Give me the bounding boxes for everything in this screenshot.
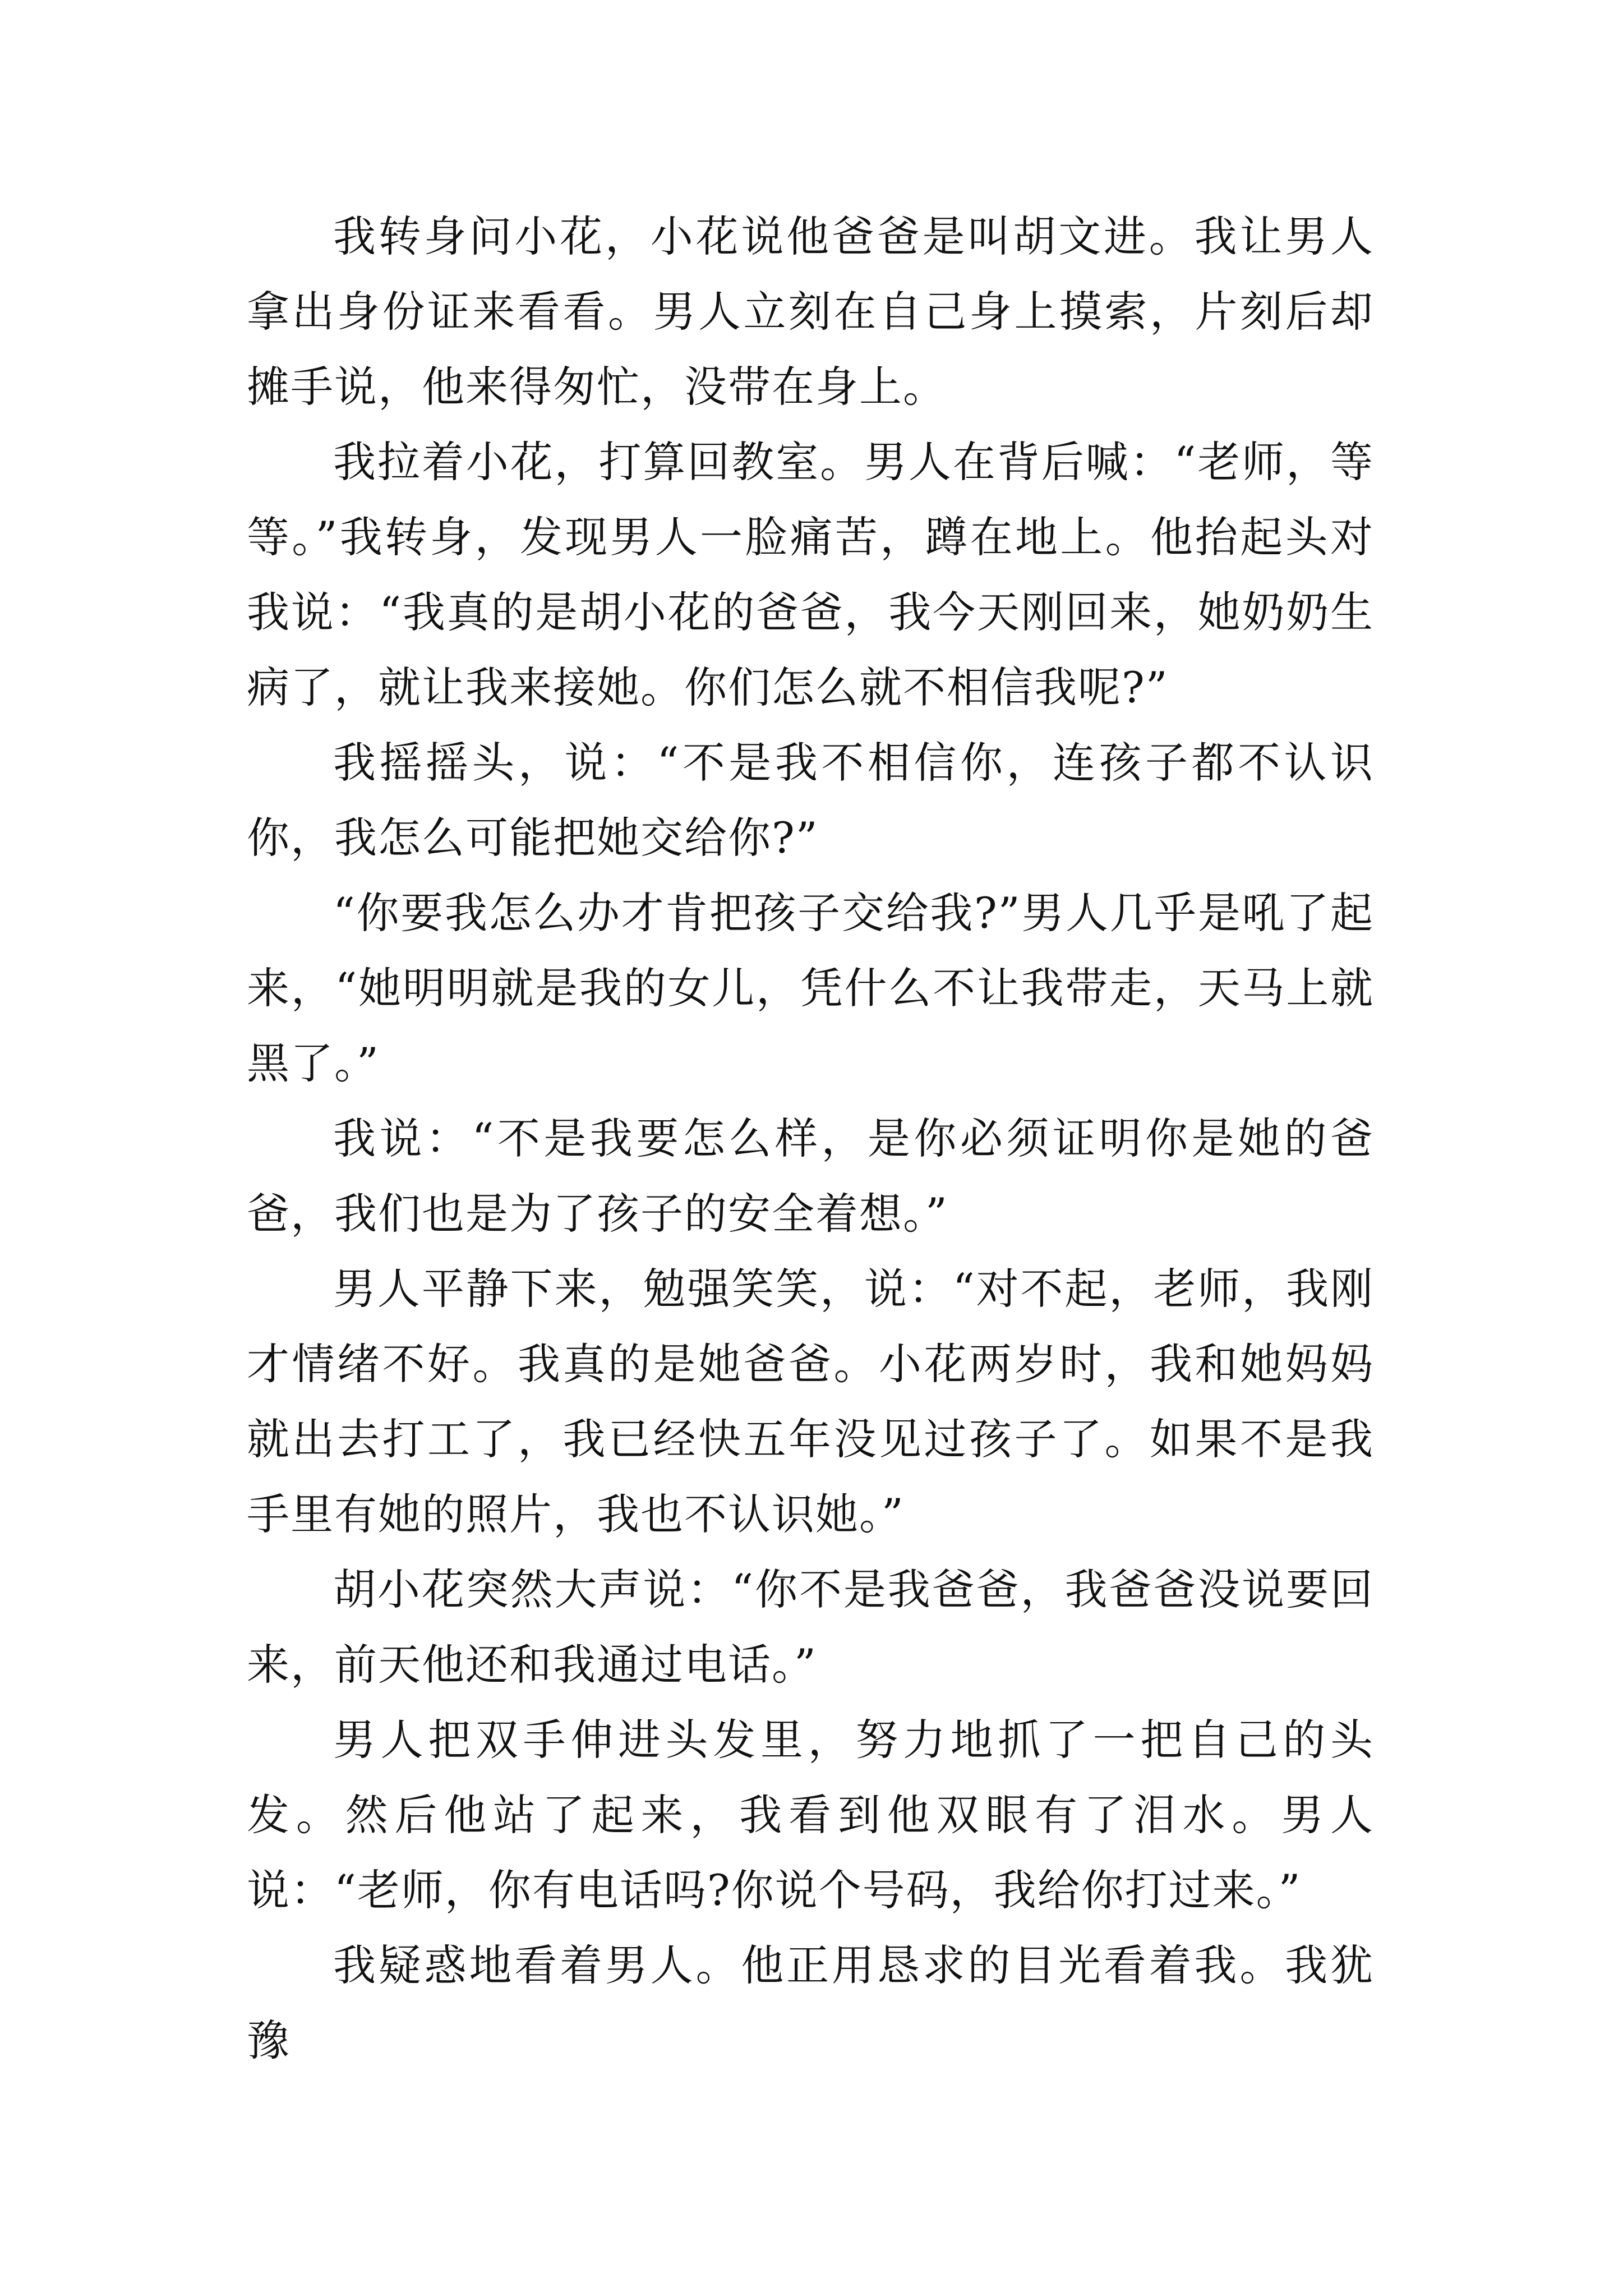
paragraph-9: 我疑惑地看着男人。他正用恳求的目光看着我。我犹豫: [247, 1940, 1374, 2065]
paragraph-8: 男人把双手伸进头发里，努力地抓了一把自己的头发。然后他站了起来，我看到他双眼有了泪水。男人说：“老师，你有电话吗?你说个号码，我给你打过来。”: [247, 1715, 1374, 1915]
paragraph-3: 我摇摇头，说：“不是我不相信你，连孩子都不认识你，我怎么可能把她交给你?”: [247, 738, 1374, 863]
story-text: [247, 199, 1374, 2078]
paragraph-2: 我拉着小花，打算回教室。男人在背后喊：“老师，等等。”我转身，发现男人一脸痛苦，蹲在地上。他抬起头对我说：“我真的是胡小花的爸爸，我今天刚回来，她奶奶生病了，就让我来接她。你们怎么就不相信我呢?”: [247, 437, 1374, 712]
paragraph-4: “你要我怎么办才肯把孩子交给我?”男人几乎是吼了起来，“她明明就是我的女儿，凭什么不让我带走，天马上就黑了。”: [247, 888, 1374, 1088]
paragraph-1: 我转身问小花，小花说他爸爸是叫胡文进。我让男人拿出身份证来看看。男人立刻在自己身上摸索，片刻后却摊手说，他来得匆忙，没带在身上。: [247, 211, 1374, 412]
paragraph-7: 胡小花突然大声说：“你不是我爸爸，我爸爸没说要回来，前天他还和我通过电话。”: [247, 1565, 1374, 1690]
paragraph-6: 男人平静下来，勉强笑笑，说：“对不起，老师，我刚才情绪不好。我真的是她爸爸。小花两岁时，我和她妈妈就出去打工了，我已经快五年没见过孩子了。如果不是我手里有她的照片，我也不认识她。”: [247, 1264, 1374, 1539]
paragraph-5: 我说：“不是我要怎么样，是你必须证明你是她的爸爸，我们也是为了孩子的安全着想。”: [247, 1114, 1374, 1239]
